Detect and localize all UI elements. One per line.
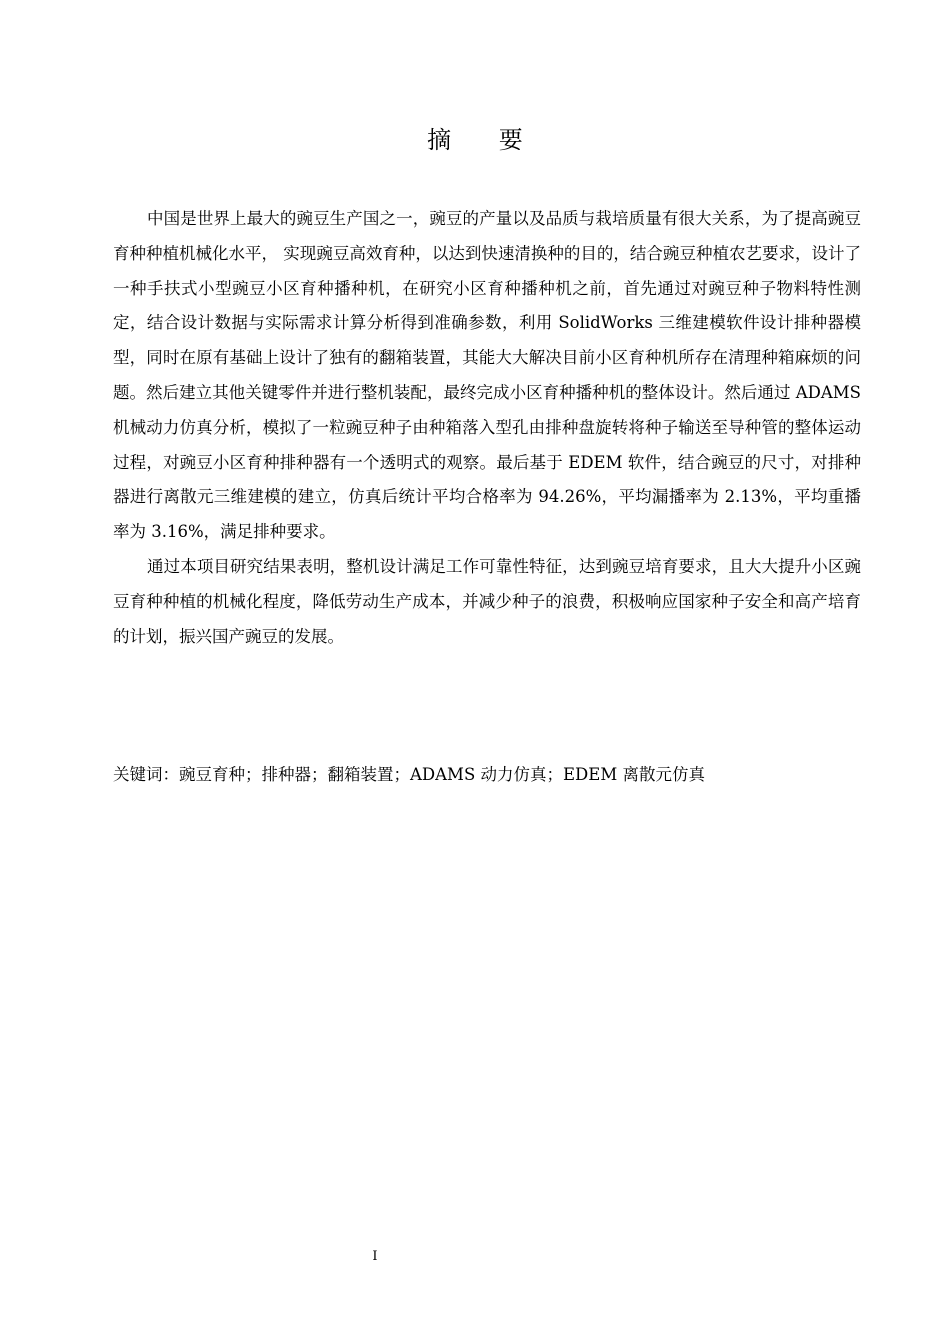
page-title: 摘 要 <box>427 126 543 154</box>
keywords-text: 豌豆育种；排种器；翻箱装置；ADAMS 动力仿真；EDEM 离散元仿真 <box>179 765 705 784</box>
keywords-line <box>113 761 861 789</box>
abstract-paragraph-2: 通过本项目研究结果表明，整机设计满足工作可靠性特征，达到豌豆培育要求，且大大提升小区豌豆育种种植的机械化程度，降低劳动生产成本，并减少种子的浪费，积极响应国家种子安全和高产培育的计划，振兴国产豌豆的发展。 <box>113 556 861 646</box>
keywords-label: 关键词： <box>113 765 179 784</box>
page-number: I <box>372 1249 378 1264</box>
abstract-body <box>113 202 861 654</box>
abstract-paragraph-1: 中国是世界上最大的豌豆生产国之一，豌豆的产量以及品质与栽培质量有很大关系，为了提高豌豆育种种植机械化水平， 实现豌豆高效育种，以达到快速清换种的目的，结合豌豆种植农艺要求，设计了一种手扶式小型豌豆小区育种播种机，在研究小区育种播种机之前，首先通过对豌豆种子物料特性测定，结合设计数据与实际需求计算分析得到准确参数，利用 SolidWorks 三维建模软件设计排种器模型，同时在原有基础上设计了独有的翻箱装置，其能大大解决目前小区育种机所存在清理种箱麻烦的问题。然后建立其他关键零件并进行整机装配，最终完成小区育种播种机的整体设计。然后通过 ADAMS 机械动力仿真分析，模拟了一粒豌豆种子由种箱落入型孔由排种盘旋转将种子输送至导种管的整体运动过程，对豌豆小区育种排种器有一个透明式的观察。最后基于 EDEM 软件，结合豌豆的尺寸，对排种器进行离散元三维建模的建立，仿真后统计平均合格率为 94.26%，平均漏播率为 2.13%，平均重播率为 3.16%，满足排种要求。 <box>113 209 861 542</box>
